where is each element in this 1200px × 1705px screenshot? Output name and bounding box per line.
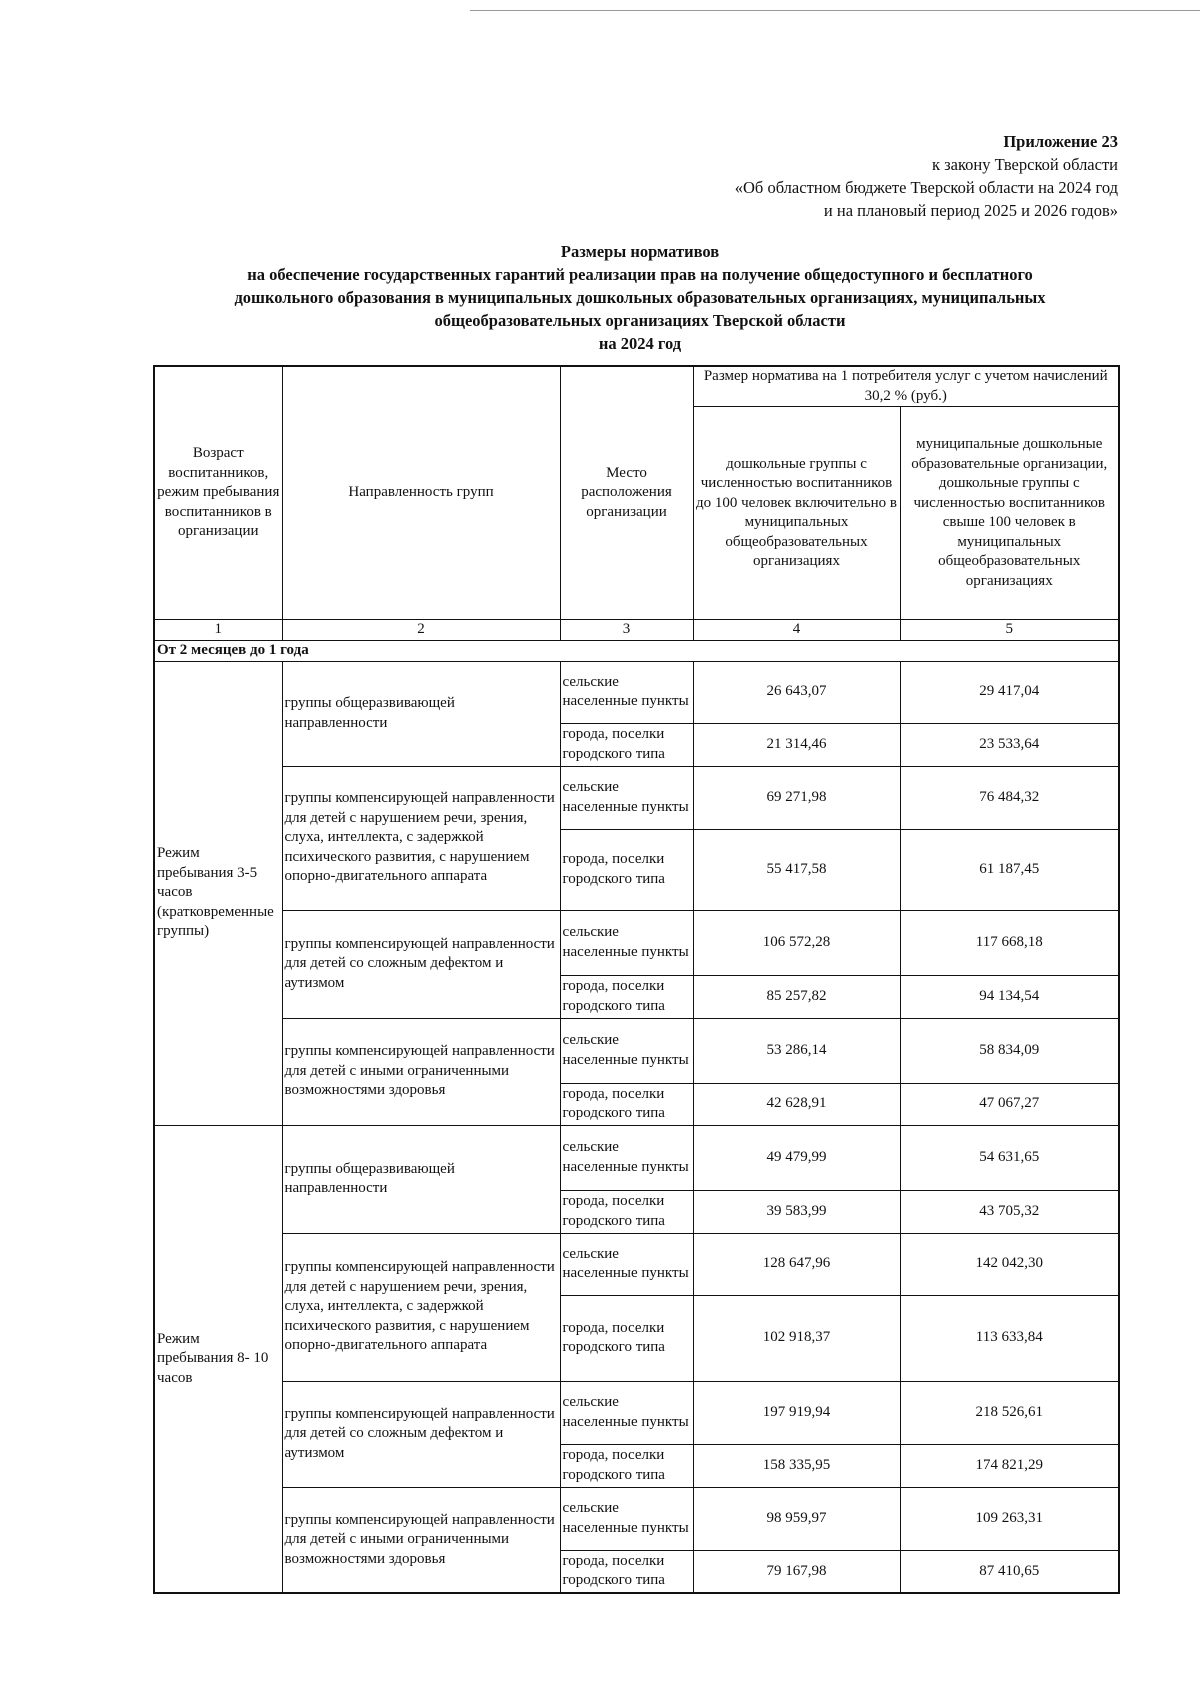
group-general: группы общеразвивающей направленности: [282, 661, 560, 766]
group-compensating-complex: группы компенсирующей направленности для детей со сложным дефектом и аутизмом: [282, 910, 560, 1018]
value-col-5: 87 410,65: [900, 1550, 1119, 1593]
value-col-5: 218 526,61: [900, 1381, 1119, 1444]
place-urban: города, поселки городского типа: [560, 1190, 693, 1233]
value-col-4: 85 257,82: [693, 975, 900, 1018]
value-col-4: 42 628,91: [693, 1083, 900, 1125]
value-col-4: 39 583,99: [693, 1190, 900, 1233]
value-col-4: 53 286,14: [693, 1018, 900, 1083]
table-row: [154, 1125, 1119, 1190]
document-heading: [0, 240, 1200, 355]
value-col-5: 142 042,30: [900, 1233, 1119, 1295]
value-col-5: 58 834,09: [900, 1018, 1119, 1083]
place-rural: сельские населенные пункты: [560, 1018, 693, 1083]
value-col-4: 21 314,46: [693, 723, 900, 766]
header-col-4: дошкольные группы с численностью воспитанников до 100 человек включительно в муниципальных общеобразовательных организациях: [693, 407, 900, 620]
heading-line-5: на 2024 год: [598, 334, 682, 353]
scan-top-edge: [470, 10, 1200, 11]
table-row: [154, 661, 1119, 723]
index-4: 4: [693, 620, 900, 641]
table-row: [154, 1487, 1119, 1550]
table-row: [154, 1233, 1119, 1295]
value-col-4: 102 918,37: [693, 1295, 900, 1381]
index-3: 3: [560, 620, 693, 641]
regime-2-label: Режим пребывания 8- 10 часов: [154, 1125, 282, 1593]
header-col-1: Возраст воспитанников, режим пребывания воспитанников в организации: [154, 366, 282, 620]
place-urban: города, поселки городского типа: [560, 1550, 693, 1593]
heading-line-2: на обеспечение государственных гарантий реализации прав на получение общедоступного и бесплатного: [247, 265, 1033, 284]
value-col-5: 47 067,27: [900, 1083, 1119, 1125]
group-compensating-speech: группы компенсирующей направленности для детей с нарушением речи, зрения, слуха, интеллекта, с задержкой психического развития, с нарушением опорно-двигательного аппарата: [282, 766, 560, 910]
header-col-45: Размер норматива на 1 потребителя услуг с учетом начислений 30,2 % (руб.): [693, 366, 1119, 407]
table-row: [154, 1381, 1119, 1444]
table-row: [154, 910, 1119, 975]
value-col-5: 113 633,84: [900, 1295, 1119, 1381]
index-5: 5: [900, 620, 1119, 641]
group-compensating-other: группы компенсирующей направленности для детей с иными ограниченными возможностями здоровья: [282, 1018, 560, 1125]
group-general: группы общеразвивающей направленности: [282, 1125, 560, 1233]
value-col-5: 76 484,32: [900, 766, 1119, 829]
column-index-row: [154, 620, 1119, 641]
appendix-line-1: к закону Тверской области: [931, 155, 1118, 174]
table-row: [154, 766, 1119, 829]
place-urban: города, поселки городского типа: [560, 975, 693, 1018]
header-row: [154, 366, 1119, 407]
place-rural: сельские населенные пункты: [560, 910, 693, 975]
place-urban: города, поселки городского типа: [560, 1295, 693, 1381]
value-col-5: 61 187,45: [900, 829, 1119, 910]
value-col-5: 29 417,04: [900, 661, 1119, 723]
value-col-4: 26 643,07: [693, 661, 900, 723]
place-urban: города, поселки городского типа: [560, 1083, 693, 1125]
value-col-4: 98 959,97: [693, 1487, 900, 1550]
place-rural: сельские населенные пункты: [560, 1233, 693, 1295]
value-col-4: 69 271,98: [693, 766, 900, 829]
place-urban: города, поселки городского типа: [560, 723, 693, 766]
place-rural: сельские населенные пункты: [560, 1381, 693, 1444]
section-title: От 2 месяцев до 1 года: [154, 640, 1119, 661]
value-col-4: 79 167,98: [693, 1550, 900, 1593]
place-urban: города, поселки городского типа: [560, 1444, 693, 1487]
appendix-line-2: «Об областном бюджете Тверской области на 2024 год: [734, 178, 1118, 197]
place-rural: сельские населенные пункты: [560, 766, 693, 829]
group-compensating-complex: группы компенсирующей направленности для детей со сложным дефектом и аутизмом: [282, 1381, 560, 1487]
group-compensating-speech: группы компенсирующей направленности для детей с нарушением речи, зрения, слуха, интеллекта, с задержкой психического развития, с нарушением опорно-двигательного аппарата: [282, 1233, 560, 1381]
heading-line-3: дошкольного образования в муниципальных дошкольных образовательных организациях, муниципальных: [234, 288, 1046, 307]
value-col-4: 49 479,99: [693, 1125, 900, 1190]
header-col-2: Направленность групп: [282, 366, 560, 620]
norms-table: [153, 365, 1120, 1594]
value-col-5: 109 263,31: [900, 1487, 1119, 1550]
header-col-5: муниципальные дошкольные образовательные организации, дошкольные группы с численностью воспитанников свыше 100 человек в муниципальных общеобразовательных организациях: [900, 407, 1119, 620]
heading-line-1: Размеры нормативов: [560, 242, 720, 261]
value-col-4: 128 647,96: [693, 1233, 900, 1295]
place-rural: сельские населенные пункты: [560, 1125, 693, 1190]
value-col-5: 43 705,32: [900, 1190, 1119, 1233]
value-col-4: 158 335,95: [693, 1444, 900, 1487]
value-col-4: 55 417,58: [693, 829, 900, 910]
value-col-4: 197 919,94: [693, 1381, 900, 1444]
value-col-5: 23 533,64: [900, 723, 1119, 766]
value-col-5: 94 134,54: [900, 975, 1119, 1018]
header-col-3: Место расположения организации: [560, 366, 693, 620]
table-row: [154, 1018, 1119, 1083]
place-rural: сельские населенные пункты: [560, 1487, 693, 1550]
index-2: 2: [282, 620, 560, 641]
heading-line-4: общеобразовательных организациях Тверской области: [434, 311, 846, 330]
group-compensating-other: группы компенсирующей направленности для детей с иными ограниченными возможностями здоровья: [282, 1487, 560, 1593]
value-col-5: 117 668,18: [900, 910, 1119, 975]
appendix-header: [735, 130, 1118, 222]
place-urban: города, поселки городского типа: [560, 829, 693, 910]
regime-1-label: Режим пребывания 3-5 часов (кратковременные группы): [154, 661, 282, 1125]
appendix-line-3: и на плановый период 2025 и 2026 годов»: [823, 201, 1118, 220]
value-col-4: 106 572,28: [693, 910, 900, 975]
index-1: 1: [154, 620, 282, 641]
appendix-title: Приложение 23: [1003, 132, 1118, 151]
place-rural: сельские населенные пункты: [560, 661, 693, 723]
section-row: [154, 640, 1119, 661]
value-col-5: 54 631,65: [900, 1125, 1119, 1190]
value-col-5: 174 821,29: [900, 1444, 1119, 1487]
